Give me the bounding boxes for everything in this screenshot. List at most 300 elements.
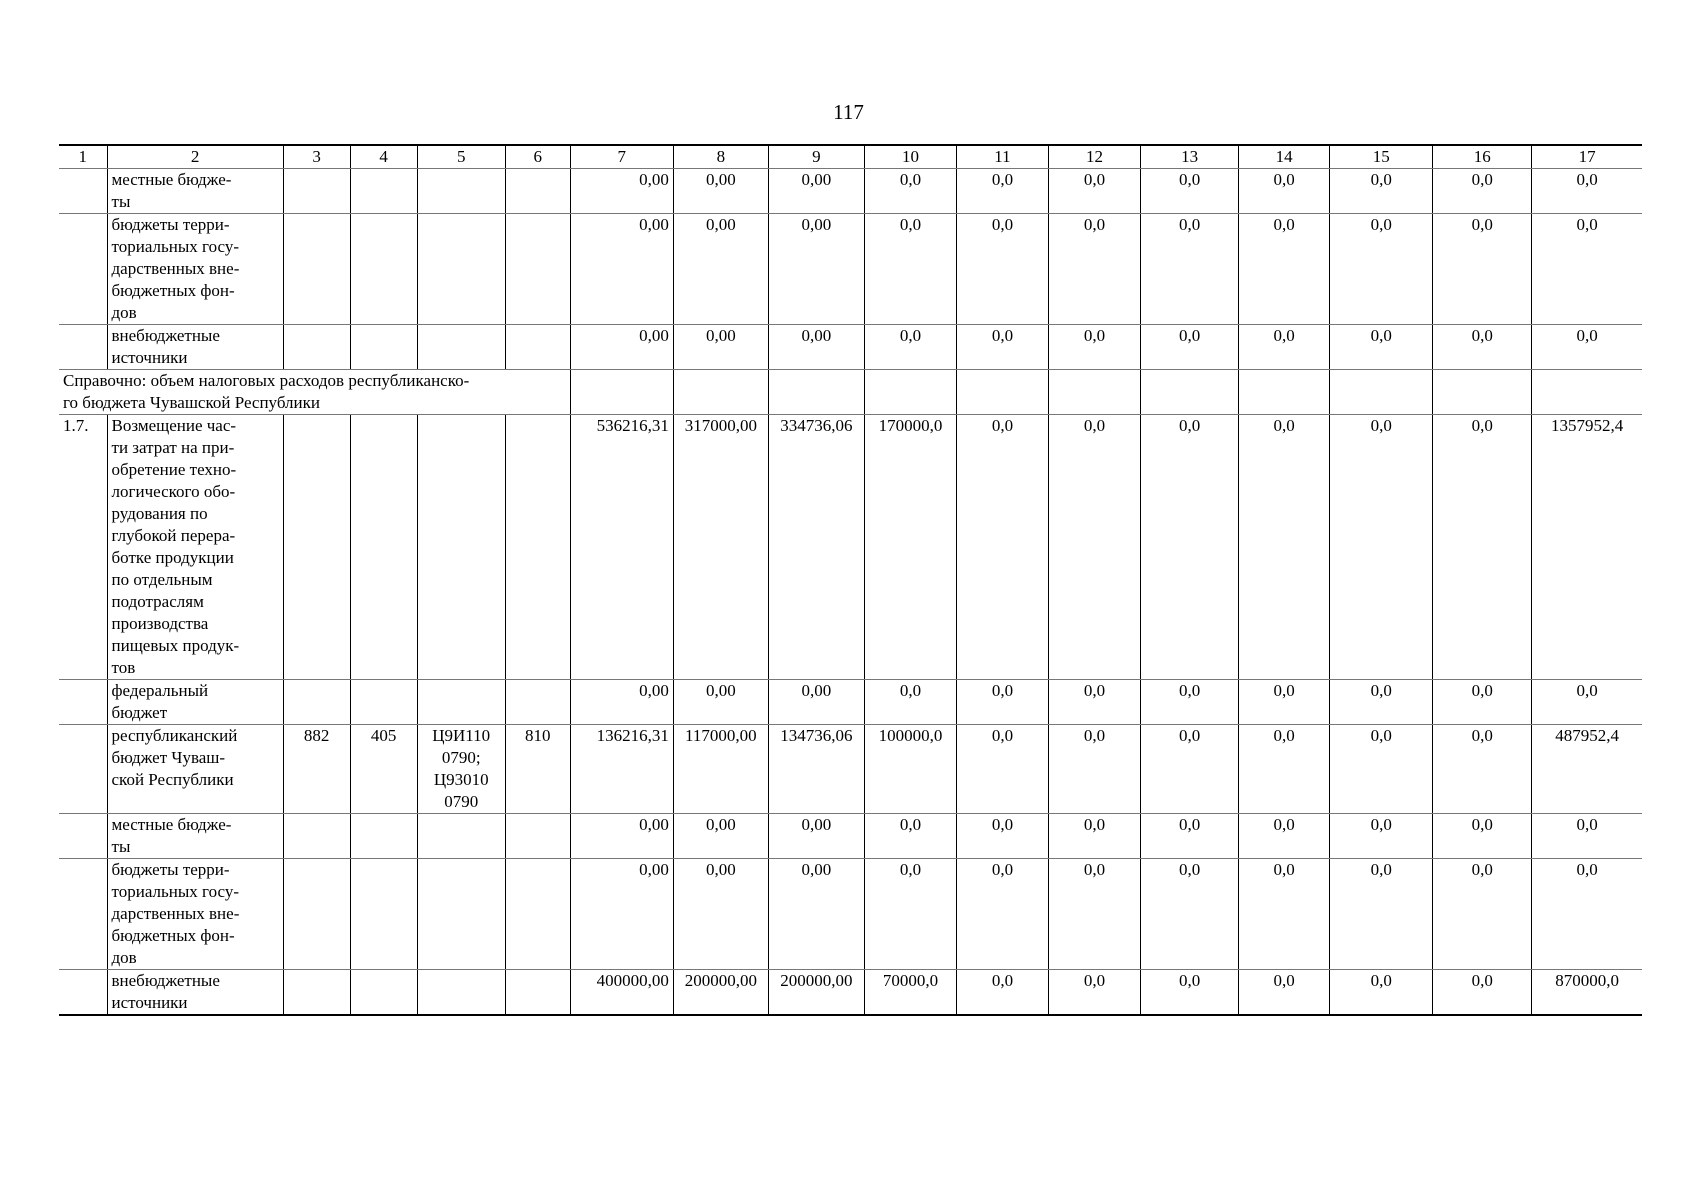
value-col13 <box>1141 214 1239 325</box>
value-col10-text: 170000,0 <box>878 416 943 435</box>
col1-empty <box>59 169 107 214</box>
value-col9-text: 334736,06 <box>780 416 853 435</box>
value-col10 <box>864 859 956 970</box>
value-col14 <box>1239 680 1330 725</box>
value-col14-text: 0,0 <box>1273 326 1295 345</box>
code-col4 <box>350 859 417 970</box>
value-col13 <box>1141 680 1239 725</box>
value-col9-text: 0,00 <box>801 326 832 345</box>
reference-row <box>59 370 1642 415</box>
value-col7 <box>570 680 673 725</box>
code-col3 <box>283 970 350 1016</box>
code-col5 <box>417 725 505 814</box>
value-col7-text: 400000,00 <box>596 971 669 990</box>
code-col4 <box>350 680 417 725</box>
value-col10 <box>864 169 956 214</box>
funding-source-name-text: местные бюдже- ты <box>111 170 232 211</box>
value-col11 <box>956 859 1048 970</box>
funding-source-name-text: бюджеты терри- ториальных госу- дарственных вне- бюджетных фон- дов <box>111 860 240 967</box>
col1-empty <box>59 970 107 1016</box>
value-col11-text: 0,0 <box>991 971 1014 990</box>
value-col16-text: 0,0 <box>1471 170 1493 189</box>
value-col8-text: 117000,00 <box>685 726 757 745</box>
value-col9-text: 0,00 <box>801 215 832 234</box>
value-col14-text: 0,0 <box>1273 860 1295 879</box>
value-col10-text: 70000,0 <box>882 971 939 990</box>
col1-empty <box>59 725 107 814</box>
value-col8 <box>673 725 768 814</box>
funding-source-name <box>107 814 283 859</box>
code-col5 <box>417 814 505 859</box>
value-col16 <box>1433 415 1532 680</box>
code-col5 <box>417 169 505 214</box>
value-col14 <box>1239 214 1330 325</box>
value-col9 <box>768 814 864 859</box>
value-col14-text: 0,0 <box>1273 416 1295 435</box>
value-col10 <box>864 325 956 370</box>
item-number <box>59 415 107 680</box>
value-col11 <box>956 725 1048 814</box>
value-col12-text: 0,0 <box>1083 860 1106 879</box>
value-col11 <box>956 680 1048 725</box>
value-col17-text: 487952,4 <box>1555 726 1620 745</box>
value-col7-text: 0,00 <box>639 326 669 345</box>
funding-source-name <box>107 214 283 325</box>
value-col7-text: 0,00 <box>639 860 669 879</box>
value-col8-text: 200000,00 <box>684 971 757 990</box>
block_bottom-row <box>59 725 1642 814</box>
value-col16-text: 0,0 <box>1471 416 1493 435</box>
value-col14-text: 0,0 <box>1273 170 1295 189</box>
value-col10-text: 0,0 <box>899 681 922 700</box>
value-col7 <box>570 214 673 325</box>
header-cell-7-text: 7 <box>617 147 627 166</box>
value-col15 <box>1330 169 1433 214</box>
header-cell-5 <box>417 145 505 169</box>
empty-col13 <box>1141 370 1239 415</box>
value-col12-text: 0,0 <box>1083 416 1106 435</box>
col1-empty <box>59 214 107 325</box>
value-col7 <box>570 859 673 970</box>
value-col10-text: 0,0 <box>899 860 922 879</box>
code-col3 <box>283 325 350 370</box>
value-col17-text: 0,0 <box>1576 815 1598 834</box>
value-col15-text: 0,0 <box>1370 726 1392 745</box>
code-col5 <box>417 214 505 325</box>
code-col4 <box>350 970 417 1016</box>
value-col11 <box>956 214 1048 325</box>
code-col6 <box>505 169 570 214</box>
value-col16 <box>1433 859 1532 970</box>
code-col3 <box>283 859 350 970</box>
block_top-row <box>59 169 1642 214</box>
header-cell-14-text: 14 <box>1275 147 1293 166</box>
value-col11-text: 0,0 <box>991 681 1014 700</box>
value-col15 <box>1330 415 1433 680</box>
funding-source-name-text: внебюджетные источники <box>111 971 220 1012</box>
value-col10-text: 100000,0 <box>878 726 943 745</box>
header-cell-4 <box>350 145 417 169</box>
value-col9-text: 134736,06 <box>780 726 853 745</box>
header-cell-12 <box>1049 145 1141 169</box>
value-col10-text: 0,0 <box>899 215 922 234</box>
value-col15 <box>1330 214 1433 325</box>
value-col15-text: 0,0 <box>1370 170 1392 189</box>
header-cell-13 <box>1141 145 1239 169</box>
value-col12-text: 0,0 <box>1083 326 1106 345</box>
code-col5 <box>417 859 505 970</box>
value-col14 <box>1239 325 1330 370</box>
funding-source-name-text: бюджеты терри- ториальных госу- дарственных вне- бюджетных фон- дов <box>111 215 240 322</box>
code-col3 <box>283 680 350 725</box>
value-col13 <box>1141 814 1239 859</box>
value-col13 <box>1141 325 1239 370</box>
header-cell-3-text: 3 <box>312 147 321 166</box>
empty-col14 <box>1239 370 1330 415</box>
header-cell-8-text: 8 <box>716 147 726 166</box>
value-col11-text: 0,0 <box>991 326 1014 345</box>
value-col12 <box>1049 415 1141 680</box>
value-col10-text: 0,0 <box>899 170 922 189</box>
value-col9-text: 0,00 <box>801 170 832 189</box>
code-col5 <box>417 415 505 680</box>
value-col11 <box>956 814 1048 859</box>
header-cell-7 <box>570 145 673 169</box>
funding-source-name <box>107 325 283 370</box>
value-col15 <box>1330 970 1433 1016</box>
value-col15 <box>1330 680 1433 725</box>
header-cell-9 <box>768 145 864 169</box>
value-col12-text: 0,0 <box>1083 815 1106 834</box>
col1-empty <box>59 859 107 970</box>
value-col16-text: 0,0 <box>1471 815 1493 834</box>
value-col12-text: 0,0 <box>1083 726 1106 745</box>
value-col17-text: 0,0 <box>1576 170 1598 189</box>
value-col12-text: 0,0 <box>1083 971 1106 990</box>
value-col10 <box>864 725 956 814</box>
empty-col17 <box>1532 370 1642 415</box>
header-row <box>59 145 1642 169</box>
value-col13 <box>1141 415 1239 680</box>
value-col9 <box>768 325 864 370</box>
reference-note-text: Справочно: объем налоговых расходов республиканско- го бюджета Чувашской Республики <box>63 371 470 412</box>
item-name <box>107 415 283 680</box>
value-col7 <box>570 415 673 680</box>
funding-source-name <box>107 680 283 725</box>
header-cell-6 <box>505 145 570 169</box>
value-col14-text: 0,0 <box>1273 815 1295 834</box>
value-col13-text: 0,0 <box>1178 860 1201 879</box>
funding-source-name-text: внебюджетные источники <box>111 326 220 367</box>
value-col12 <box>1049 970 1141 1016</box>
code-col6 <box>505 725 570 814</box>
code-col6 <box>505 814 570 859</box>
funding-source-name <box>107 859 283 970</box>
value-col11-text: 0,0 <box>991 815 1014 834</box>
value-col9 <box>768 169 864 214</box>
value-col12-text: 0,0 <box>1083 170 1106 189</box>
value-col10 <box>864 814 956 859</box>
header-cell-17-text: 17 <box>1578 147 1596 166</box>
page-number: 117 <box>833 100 864 124</box>
item-name-text: Возмещение час- ти затрат на при- обретение техно- логического обо- рудования по глубокой перера- ботке продукции по отдельным подотраслям производства пищевых продук- тов <box>111 416 240 677</box>
code-col6 <box>505 325 570 370</box>
header-cell-16-text: 16 <box>1473 147 1491 166</box>
value-col13-text: 0,0 <box>1178 681 1201 700</box>
value-col8-text: 0,00 <box>705 815 736 834</box>
value-col16-text: 0,0 <box>1471 215 1493 234</box>
code-col3 <box>283 415 350 680</box>
value-col9 <box>768 214 864 325</box>
value-col8 <box>673 680 768 725</box>
value-col14 <box>1239 415 1330 680</box>
value-col11-text: 0,0 <box>991 416 1014 435</box>
value-col12 <box>1049 169 1141 214</box>
code-col5-text: Ц9И110 0790; Ц93010 0790 <box>432 726 491 811</box>
empty-col16 <box>1433 370 1532 415</box>
value-col15 <box>1330 814 1433 859</box>
header-cell-10-text: 10 <box>901 147 919 166</box>
value-col8 <box>673 214 768 325</box>
value-col16 <box>1433 169 1532 214</box>
header-cell-11-text: 11 <box>994 147 1011 166</box>
value-col8 <box>673 859 768 970</box>
value-col17 <box>1532 169 1642 214</box>
value-col11-text: 0,0 <box>991 860 1014 879</box>
value-col12 <box>1049 214 1141 325</box>
header-cell-15 <box>1330 145 1433 169</box>
empty-col9 <box>768 370 864 415</box>
code-col4 <box>350 325 417 370</box>
value-col11-text: 0,0 <box>991 170 1014 189</box>
value-col7 <box>570 725 673 814</box>
funding-source-name <box>107 725 283 814</box>
value-col13 <box>1141 859 1239 970</box>
empty-col7 <box>570 370 673 415</box>
code-col4-text: 405 <box>370 726 397 745</box>
header-cell-9-text: 9 <box>812 147 821 166</box>
value-col14-text: 0,0 <box>1273 215 1295 234</box>
code-col4 <box>350 415 417 680</box>
value-col13-text: 0,0 <box>1178 215 1201 234</box>
value-col12 <box>1049 814 1141 859</box>
value-col8-text: 0,00 <box>705 170 736 189</box>
value-col8-text: 0,00 <box>705 681 736 700</box>
value-col15-text: 0,0 <box>1370 416 1392 435</box>
header-cell-3 <box>283 145 350 169</box>
value-col8-text: 0,00 <box>705 860 736 879</box>
value-col8 <box>673 970 768 1016</box>
header-cell-17 <box>1532 145 1642 169</box>
value-col12-text: 0,0 <box>1083 681 1106 700</box>
value-col14 <box>1239 725 1330 814</box>
value-col16 <box>1433 814 1532 859</box>
budget-table <box>59 144 1642 1016</box>
col1-empty <box>59 680 107 725</box>
col1-empty <box>59 325 107 370</box>
value-col9 <box>768 415 864 680</box>
value-col15 <box>1330 725 1433 814</box>
value-col14-text: 0,0 <box>1273 681 1295 700</box>
value-col12 <box>1049 325 1141 370</box>
value-col17 <box>1532 814 1642 859</box>
value-col15-text: 0,0 <box>1370 971 1392 990</box>
value-col7-text: 0,00 <box>639 815 669 834</box>
value-col15-text: 0,0 <box>1370 326 1392 345</box>
value-col14-text: 0,0 <box>1273 726 1295 745</box>
value-col8-text: 0,00 <box>705 215 736 234</box>
item-row <box>59 415 1642 680</box>
value-col17 <box>1532 725 1642 814</box>
value-col16-text: 0,0 <box>1471 326 1493 345</box>
funding-source-name-text: республиканский бюджет Чуваш- ской Республики <box>111 726 238 789</box>
value-col10-text: 0,0 <box>899 815 922 834</box>
value-col15-text: 0,0 <box>1370 815 1392 834</box>
empty-col15 <box>1330 370 1433 415</box>
value-col9 <box>768 725 864 814</box>
value-col7-text: 536216,31 <box>596 416 669 435</box>
value-col7 <box>570 325 673 370</box>
value-col8 <box>673 169 768 214</box>
header-cell-11 <box>956 145 1048 169</box>
value-col12-text: 0,0 <box>1083 215 1106 234</box>
header-cell-16 <box>1433 145 1532 169</box>
code-col6 <box>505 680 570 725</box>
code-col3 <box>283 725 350 814</box>
empty-col11 <box>956 370 1048 415</box>
value-col17 <box>1532 859 1642 970</box>
value-col8-text: 0,00 <box>705 326 736 345</box>
value-col12 <box>1049 725 1141 814</box>
header-cell-2 <box>107 145 283 169</box>
header-cell-4-text: 4 <box>379 147 388 166</box>
value-col8 <box>673 325 768 370</box>
value-col15-text: 0,0 <box>1370 681 1392 700</box>
value-col15-text: 0,0 <box>1370 215 1392 234</box>
value-col14-text: 0,0 <box>1273 971 1295 990</box>
value-col7-text: 136216,31 <box>596 726 669 745</box>
value-col17-text: 0,0 <box>1576 326 1598 345</box>
value-col11 <box>956 169 1048 214</box>
value-col9 <box>768 970 864 1016</box>
value-col16 <box>1433 725 1532 814</box>
block_bottom-row <box>59 970 1642 1016</box>
funding-source-name <box>107 970 283 1016</box>
empty-col8 <box>673 370 768 415</box>
value-col17 <box>1532 325 1642 370</box>
code-col6 <box>505 970 570 1016</box>
code-col4 <box>350 214 417 325</box>
value-col17-text: 1357952,4 <box>1551 416 1624 435</box>
value-col7-text: 0,00 <box>639 215 669 234</box>
value-col15 <box>1330 859 1433 970</box>
funding-source-name-text: федеральный бюджет <box>111 681 209 722</box>
value-col14 <box>1239 814 1330 859</box>
header-cell-1-text: 1 <box>78 147 87 166</box>
value-col16 <box>1433 680 1532 725</box>
value-col11-text: 0,0 <box>991 215 1014 234</box>
value-col10 <box>864 415 956 680</box>
code-col4 <box>350 169 417 214</box>
empty-col12 <box>1049 370 1141 415</box>
header-cell-12-text: 12 <box>1086 147 1104 166</box>
code-col4 <box>350 814 417 859</box>
value-col7 <box>570 970 673 1016</box>
code-col6 <box>505 415 570 680</box>
value-col16-text: 0,0 <box>1471 860 1493 879</box>
value-col11 <box>956 325 1048 370</box>
value-col16 <box>1433 970 1532 1016</box>
header-cell-1 <box>59 145 107 169</box>
value-col9-text: 0,00 <box>801 815 832 834</box>
value-col13 <box>1141 725 1239 814</box>
code-col4 <box>350 725 417 814</box>
value-col14 <box>1239 169 1330 214</box>
value-col12 <box>1049 680 1141 725</box>
value-col11 <box>956 415 1048 680</box>
funding-source-name-text: местные бюдже- ты <box>111 815 232 856</box>
header-cell-14 <box>1239 145 1330 169</box>
value-col11 <box>956 970 1048 1016</box>
value-col17 <box>1532 970 1642 1016</box>
value-col12 <box>1049 859 1141 970</box>
value-col14 <box>1239 970 1330 1016</box>
block_top-row <box>59 214 1642 325</box>
value-col9 <box>768 680 864 725</box>
header-cell-13-text: 13 <box>1181 147 1199 166</box>
value-col13-text: 0,0 <box>1178 416 1201 435</box>
value-col8-text: 317000,00 <box>684 416 757 435</box>
value-col9-text: 200000,00 <box>780 971 853 990</box>
value-col16-text: 0,0 <box>1471 971 1493 990</box>
value-col14 <box>1239 859 1330 970</box>
block_top-row <box>59 325 1642 370</box>
value-col13-text: 0,0 <box>1178 170 1201 189</box>
value-col13-text: 0,0 <box>1178 726 1201 745</box>
item-number-text: 1.7. <box>63 416 89 435</box>
header-cell-10 <box>864 145 956 169</box>
header-cell-6-text: 6 <box>533 147 542 166</box>
code-col5 <box>417 680 505 725</box>
value-col17 <box>1532 680 1642 725</box>
header-cell-5-text: 5 <box>456 147 466 166</box>
value-col17 <box>1532 415 1642 680</box>
block_bottom-row <box>59 859 1642 970</box>
value-col9 <box>768 859 864 970</box>
reference-note <box>59 370 570 415</box>
value-col7 <box>570 814 673 859</box>
code-col5 <box>417 970 505 1016</box>
value-col15 <box>1330 325 1433 370</box>
value-col17-text: 0,0 <box>1576 860 1598 879</box>
funding-source-name <box>107 169 283 214</box>
value-col8 <box>673 415 768 680</box>
value-col17-text: 0,0 <box>1576 681 1598 700</box>
empty-col10 <box>864 370 956 415</box>
code-col6-text: 810 <box>525 726 551 745</box>
value-col16 <box>1433 325 1532 370</box>
header-cell-8 <box>673 145 768 169</box>
block_bottom-row <box>59 814 1642 859</box>
value-col7 <box>570 169 673 214</box>
value-col16 <box>1433 214 1532 325</box>
value-col7-text: 0,00 <box>639 170 669 189</box>
value-col17-text: 870000,0 <box>1555 971 1620 990</box>
code-col3 <box>283 169 350 214</box>
code-col3 <box>283 814 350 859</box>
value-col11-text: 0,0 <box>991 726 1014 745</box>
value-col8 <box>673 814 768 859</box>
